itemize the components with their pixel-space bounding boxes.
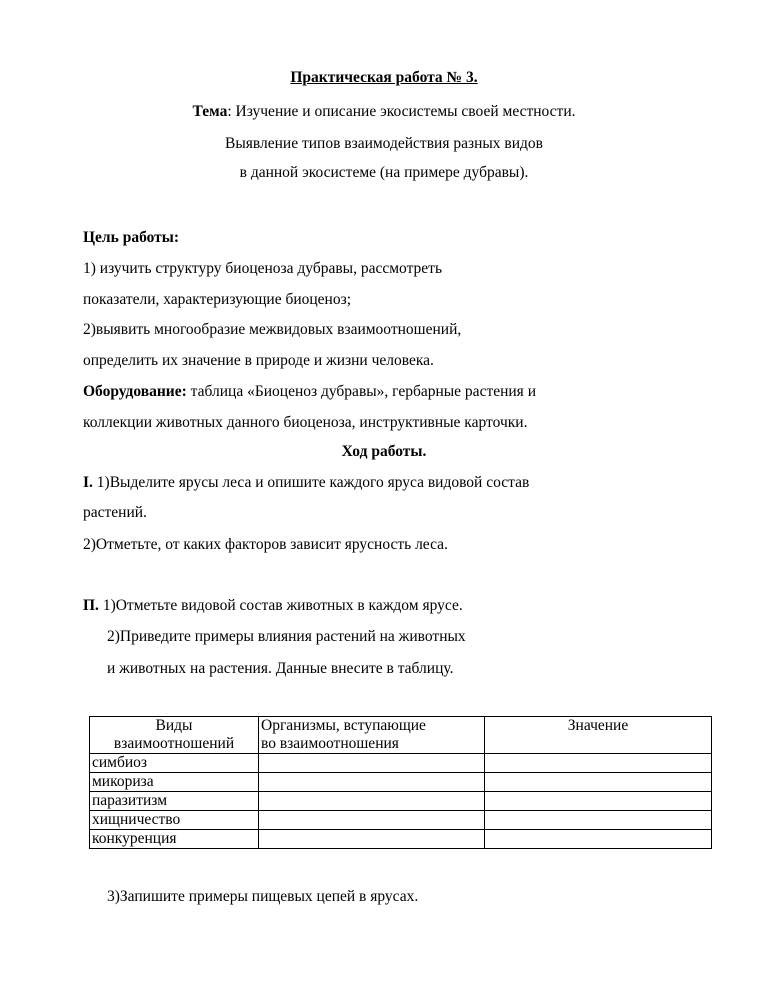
goal-line-4: определить их значение в природе и жизни человека. bbox=[83, 352, 434, 369]
goal-heading: Цель работы: bbox=[83, 229, 180, 246]
header-significance bbox=[485, 717, 712, 754]
section2-line-3: и животных на растения. Данные внесите в таблицу. bbox=[107, 660, 454, 677]
section2-text-1: 1)Отметьте видовой состав животных в каждом ярусе. bbox=[98, 597, 463, 614]
equipment-line-2: коллекции животных данного биоценоза, инструктивные карточки. bbox=[83, 414, 528, 431]
table-row bbox=[90, 754, 712, 773]
table-cell-significance bbox=[485, 830, 712, 849]
header-relationship-types-line-1: Виды bbox=[155, 717, 193, 734]
header-organisms bbox=[259, 717, 485, 754]
table-row bbox=[90, 773, 712, 792]
header-relationship-types-line-2: взаимоотношений bbox=[113, 735, 235, 752]
section1-numeral: I. bbox=[83, 474, 93, 491]
table-cell-significance bbox=[485, 792, 712, 811]
procedure-heading: Ход работы. bbox=[341, 443, 427, 460]
table-cell-significance bbox=[485, 811, 712, 830]
section2-numeral: П. bbox=[83, 597, 99, 614]
table-cell-type: паразитизм bbox=[90, 792, 259, 811]
section1-text-1: 1)Выделите ярусы леса и опишите каждого яруса видовой состав bbox=[92, 474, 530, 491]
header-organisms-line-2: во взаимоотношения bbox=[261, 735, 399, 752]
table-cell-organisms bbox=[259, 811, 485, 830]
header-relationship-types bbox=[90, 717, 259, 754]
table-cell-type: хищничество bbox=[90, 811, 259, 830]
goal-line-1: 1) изучить структуру биоценоза дубравы, рассмотреть bbox=[83, 260, 443, 277]
section2-line-2: 2)Приведите примеры влияния растений на животных bbox=[107, 628, 466, 645]
table-cell-type: симбиоз bbox=[90, 754, 259, 773]
table-cell-type: микориза bbox=[90, 773, 259, 792]
table-row bbox=[90, 792, 712, 811]
equipment-line-1 bbox=[83, 382, 536, 402]
section1-line-2: растений. bbox=[83, 504, 147, 521]
topic-line-3: в данной экосистеме (на примере дубравы). bbox=[239, 164, 529, 181]
topic-line-2: Выявление типов взаимодействия разных видов bbox=[225, 135, 543, 152]
section2-line-1 bbox=[83, 596, 463, 616]
header-organisms-line-1: Организмы, вступающие bbox=[261, 717, 426, 734]
table-cell-significance bbox=[485, 754, 712, 773]
table-cell-type: конкуренция bbox=[90, 830, 259, 849]
topic-line-1 bbox=[0, 102, 768, 122]
table-header-row bbox=[90, 717, 712, 754]
page-title: Практическая работа № 3. bbox=[290, 69, 478, 86]
section1-line-1 bbox=[83, 473, 529, 493]
topic-label: Тема bbox=[192, 103, 228, 120]
section1-line-3: 2)Отметьте, от каких факторов зависит ярусность леса. bbox=[83, 536, 448, 553]
goal-line-3: 2)выявить многообразие межвидовых взаимоотношений, bbox=[83, 321, 462, 338]
header-significance-text: Значение bbox=[567, 717, 629, 734]
table-cell-significance bbox=[485, 773, 712, 792]
section2-line-4: 3)Запишите примеры пищевых цепей в ярусах. bbox=[107, 888, 419, 905]
table-row bbox=[90, 830, 712, 849]
topic-text-1: : Изучение и описание экосистемы своей местности. bbox=[227, 103, 576, 120]
equipment-label: Оборудование: bbox=[83, 383, 187, 400]
table-row bbox=[90, 811, 712, 830]
table-cell-organisms bbox=[259, 830, 485, 849]
table-cell-organisms bbox=[259, 754, 485, 773]
equipment-text-1: таблица «Биоценоз дубравы», гербарные растения и bbox=[186, 383, 536, 400]
table-cell-organisms bbox=[259, 773, 485, 792]
table-cell-organisms bbox=[259, 792, 485, 811]
goal-line-2: показатели, характеризующие биоценоз; bbox=[83, 291, 352, 308]
relationships-table bbox=[89, 716, 712, 849]
